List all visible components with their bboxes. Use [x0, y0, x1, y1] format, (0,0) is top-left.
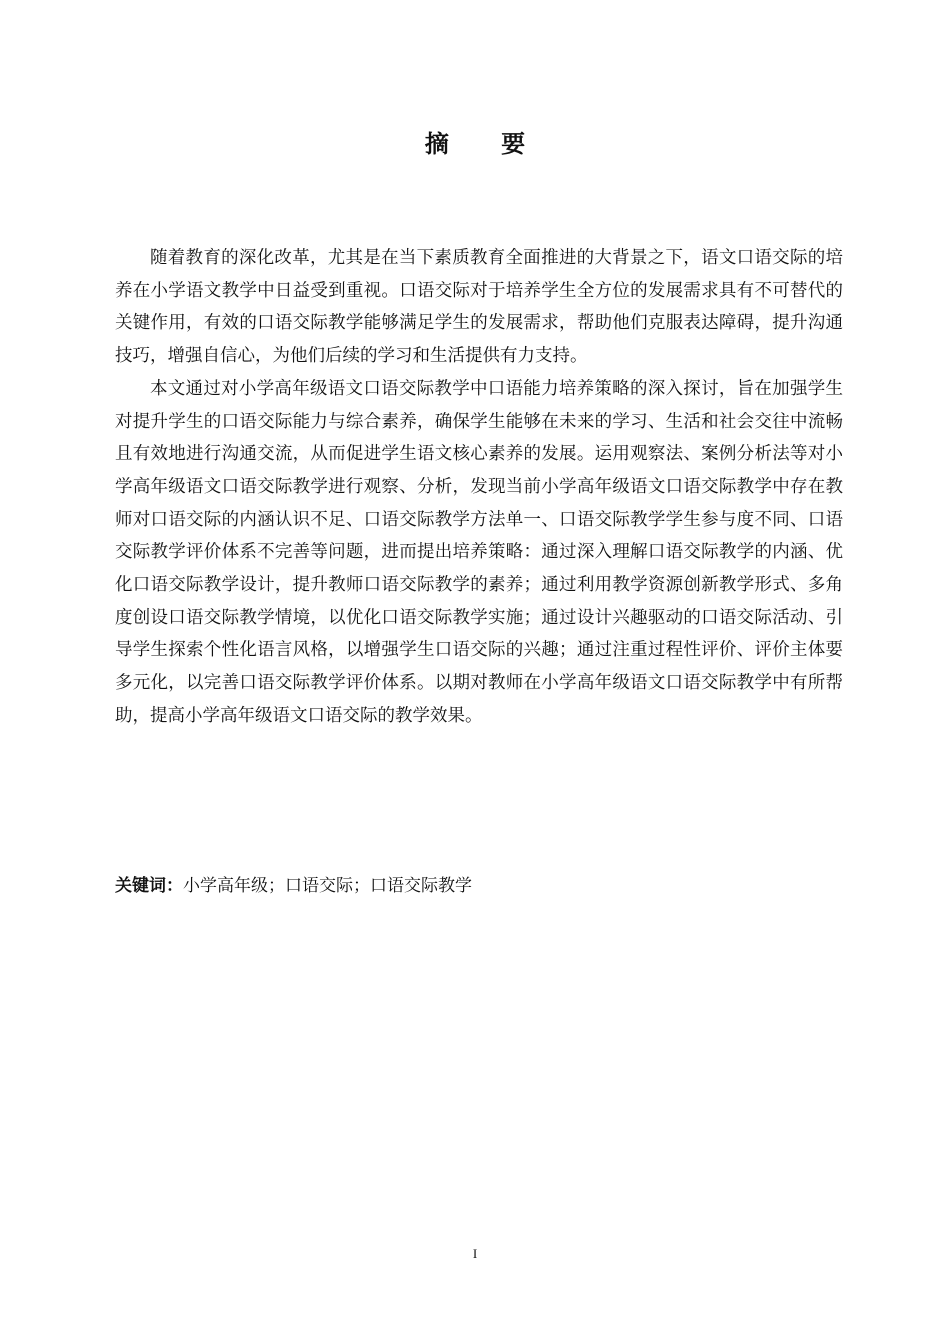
page-title: 摘 要: [424, 130, 548, 158]
abstract-paragraph-2: 本文通过对小学高年级语文口语交际教学中口语能力培养策略的深入探讨，旨在加强学生对提升学生的口语交际能力与综合素养，确保学生能够在未来的学习、生活和社会交往中流畅且有效地进行沟通交流，从而促进学生语文核心素养的发展。运用观察法、案例分析法等对小学高年级语文口语交际教学进行观察、分析，发现当前小学高年级语文口语交际教学中存在教师对口语交际的内涵认识不足、口语交际教学方法单一、口语交际教学学生参与度不同、口语交际教学评价体系不完善等问题，进而提出培养策略：通过深入理解口语交际教学的内涵、优化口语交际教学设计，提升教师口语交际教学的素养；通过利用教学资源创新教学形式、多角度创设口语交际教学情境，以优化口语交际教学实施；通过设计兴趣驱动的口语交际活动、引导学生探索个性化语言风格，以增强学生口语交际的兴趣；通过注重过程性评价、评价主体要多元化，以完善口语交际教学评价体系。以期对教师在小学高年级语文口语交际教学中有所帮助，提高小学高年级语文口语交际的教学效果。: [115, 378, 843, 726]
page-number: I: [472, 1246, 478, 1261]
keywords-line: [115, 872, 843, 900]
abstract-body: [115, 242, 843, 733]
keywords-value: 小学高年级；口语交际；口语交际教学: [183, 876, 472, 896]
keywords-label: 关键词：: [115, 876, 183, 896]
abstract-paragraph-1: 随着教育的深化改革，尤其是在当下素质教育全面推进的大背景之下，语文口语交际的培养在小学语文教学中日益受到重视。口语交际对于培养学生全方位的发展需求具有不可替代的关键作用，有效的口语交际教学能够满足学生的发展需求，帮助他们克服表达障碍，提升沟通技巧，增强自信心，为他们后续的学习和生活提供有力支持。: [115, 248, 843, 367]
